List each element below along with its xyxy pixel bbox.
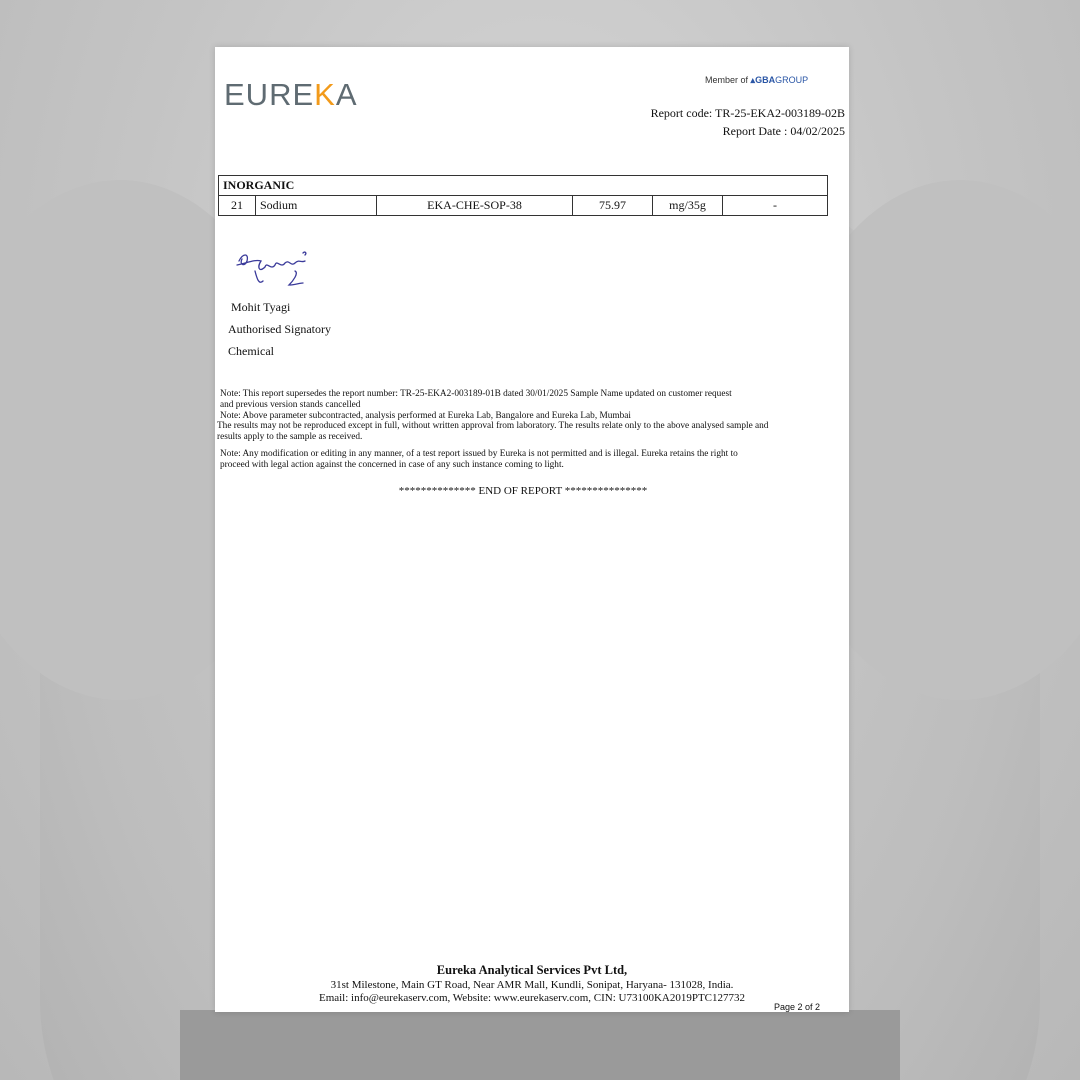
gba-label: GBA	[755, 75, 776, 85]
member-prefix: Member of	[705, 75, 749, 85]
note-supersedes-line-2: and previous version stands cancelled	[220, 399, 361, 410]
section-header-row	[219, 176, 828, 196]
eureka-logo	[224, 77, 358, 113]
report-date: Report Date : 04/02/2025	[722, 124, 845, 138]
note-reproduction-line-1: The results may not be reproduced except in full, without written approval from laboratory. The results relate only to the above analysed sample and	[217, 421, 769, 432]
signatory-department: Chemical	[228, 344, 274, 358]
note-modification-line-2: proceed with legal action against the concerned in case of any such instance coming to light.	[220, 459, 564, 470]
limit-value: -	[723, 196, 828, 216]
note-modification-line-1: Note: Any modification or editing in any manner, of a test report issued by Eureka is not permitted and is illegal. Eureka retains the right to	[220, 448, 738, 459]
results-table	[218, 175, 828, 216]
report-notes	[217, 389, 837, 471]
end-of-report: ************** END OF REPORT ***************	[398, 485, 648, 497]
serial-number: 21	[219, 196, 256, 216]
footer-contact: Email: info@eurekaserv.com, Website: www.eurekaserv.com, CIN: U73100KA2019PTC127732	[318, 992, 746, 1004]
signatory-name: Mohit Tyagi	[231, 300, 291, 314]
logo-text-start: EURE	[224, 77, 315, 112]
note-supersedes-line-1: Note: This report supersedes the report number: TR-25-EKA2-003189-01B dated 30/01/2025 Sample Name updated on customer request	[220, 389, 732, 399]
page-number: Page 2 of 2	[773, 1002, 820, 1012]
member-of-gba	[705, 75, 808, 86]
footer-address: 31st Milestone, Main GT Road, Near AMR Mall, Kundli, Sonipat, Haryana- 131028, India.	[330, 979, 734, 991]
section-title: INORGANIC	[219, 176, 828, 196]
signatory-title: Authorised Signatory	[228, 322, 331, 336]
gba-logo-icon: ▴	[750, 75, 756, 85]
group-label: GROUP	[775, 75, 809, 85]
note-reproduction-line-2: results apply to the sample as received.	[217, 432, 363, 443]
logo-text-end: A	[335, 77, 358, 112]
result-value: 75.97	[573, 196, 653, 216]
result-unit: mg/35g	[653, 196, 723, 216]
test-method: EKA-CHE-SOP-38	[377, 196, 573, 216]
note-subcontracted: Note: Above parameter subcontracted, analysis performed at Eureka Lab, Bangalore and Eureka Lab, Mumbai	[220, 410, 631, 421]
footer-company-name: Eureka Analytical Services Pvt Ltd,	[436, 963, 628, 977]
report-page	[215, 47, 849, 1012]
background-waistband	[180, 1010, 900, 1080]
parameter-name: Sodium	[256, 196, 377, 216]
table-row	[219, 196, 828, 216]
signature-image	[233, 245, 315, 293]
logo-text-accent: K	[314, 77, 336, 112]
report-code: Report code: TR-25-EKA2-003189-02B	[650, 106, 845, 120]
